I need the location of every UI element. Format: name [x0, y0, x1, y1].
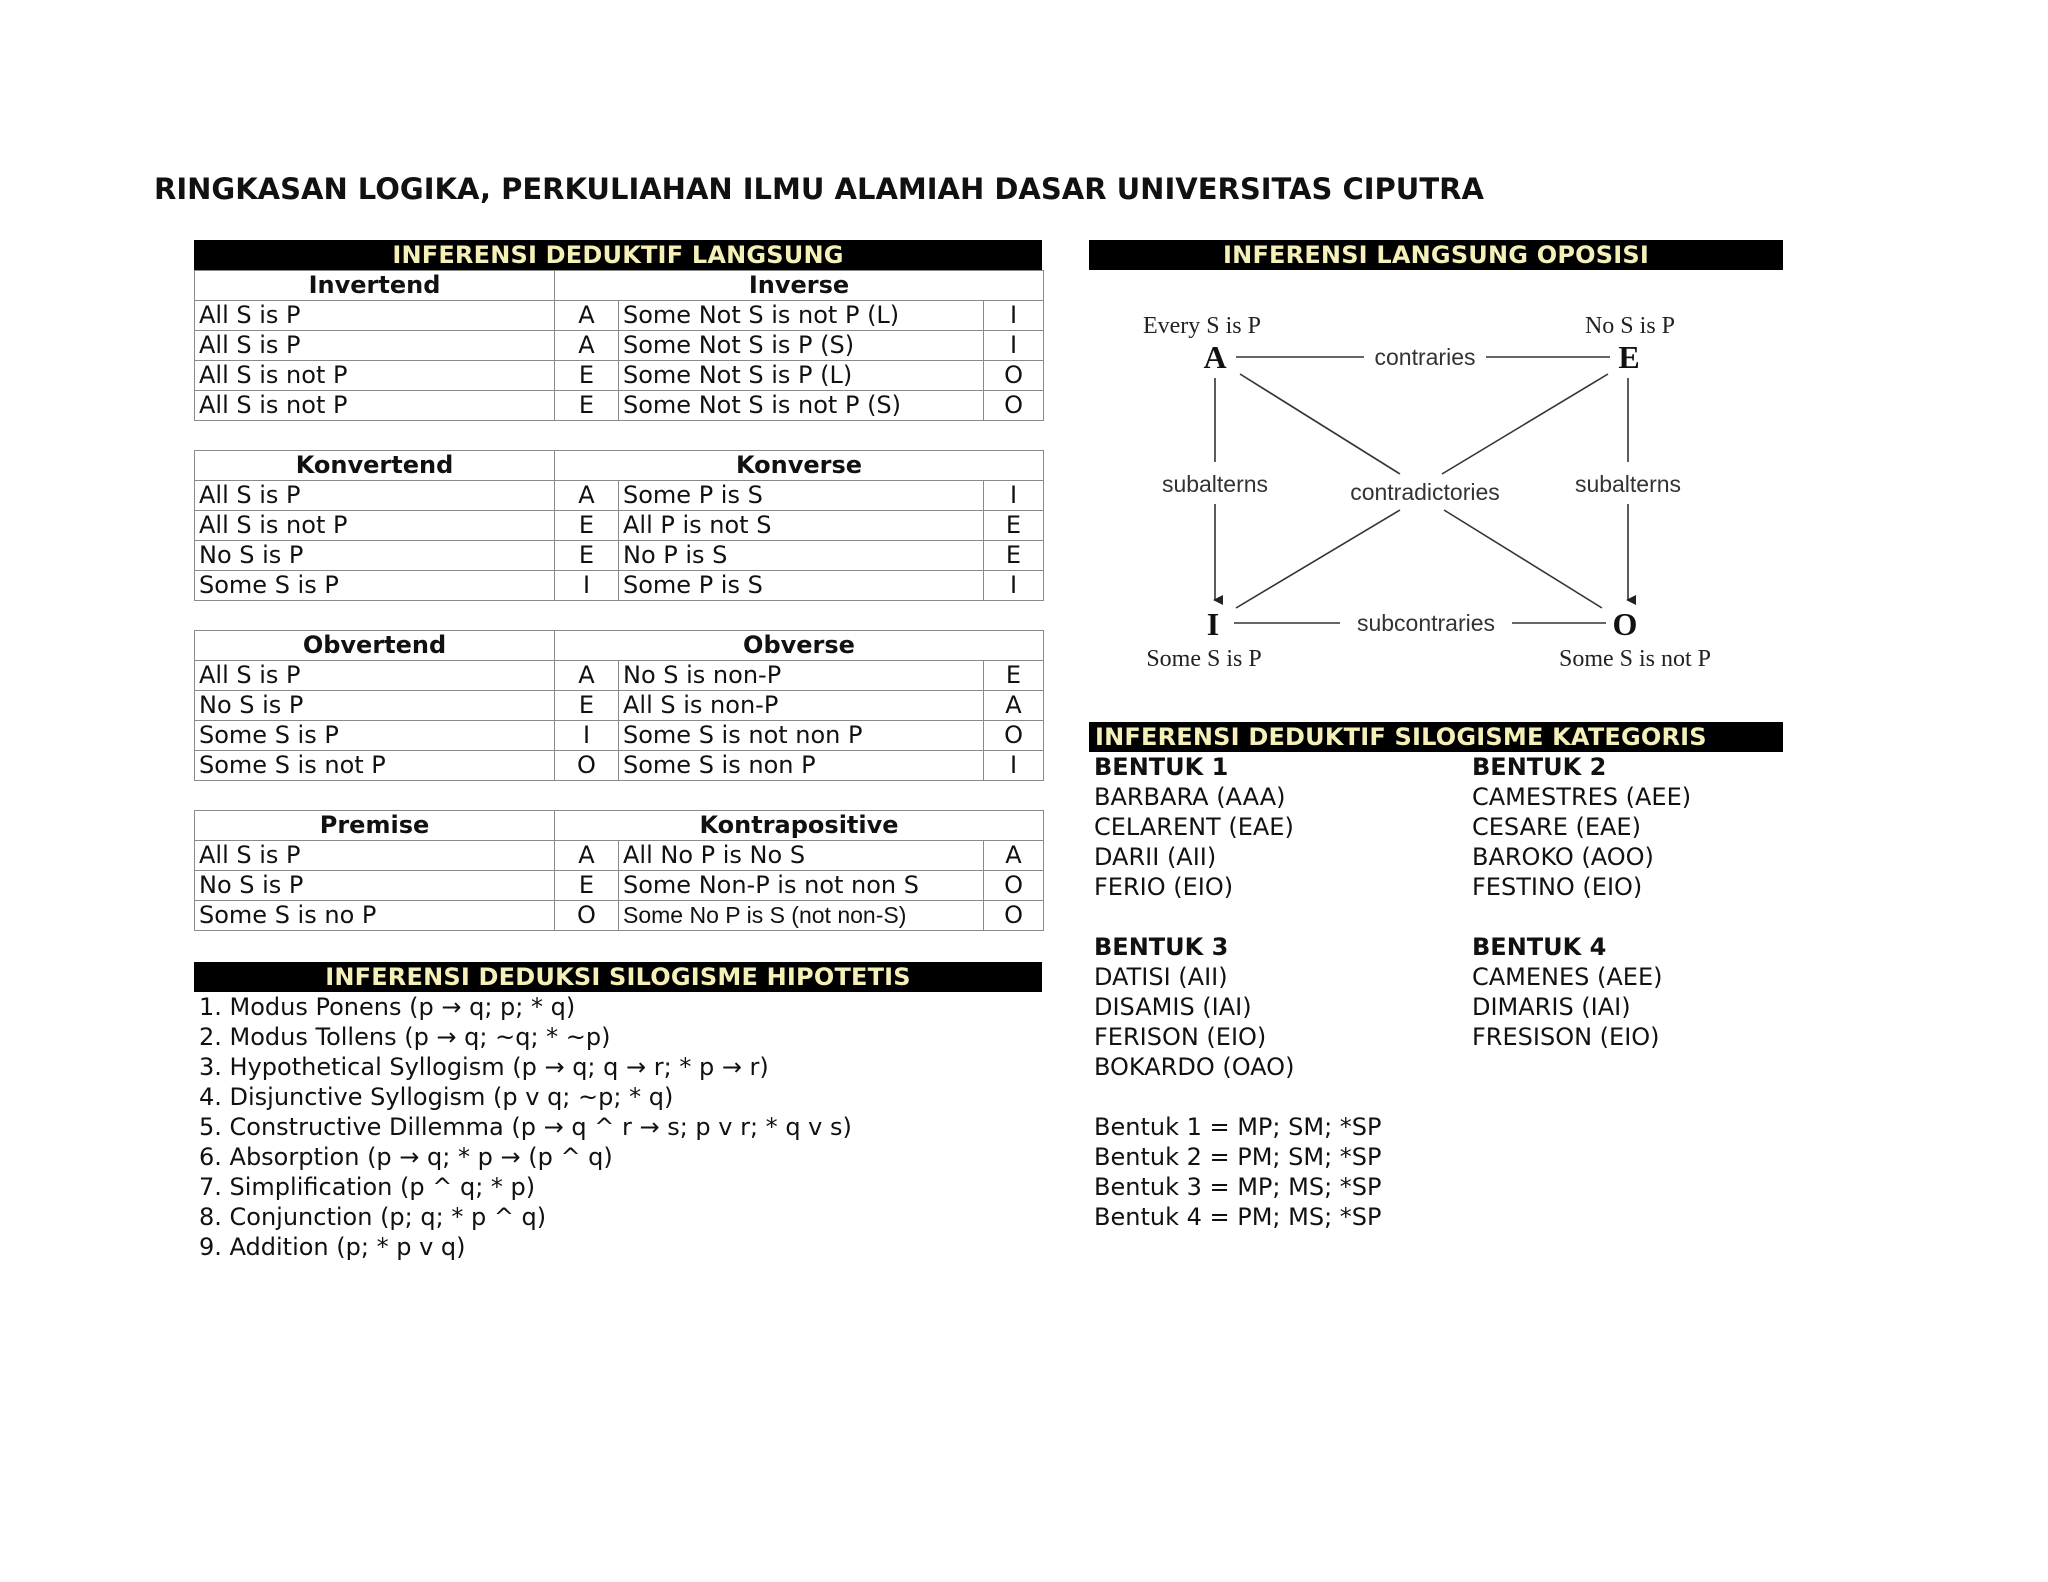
- premise-cell: No S is P: [195, 691, 555, 721]
- list-item: BOKARDO (OAO): [1094, 1053, 1295, 1081]
- premise-type-cell: E: [555, 691, 619, 721]
- bentuk-4-list: [1472, 932, 1663, 1052]
- table-head-left: Premise: [195, 811, 555, 841]
- bentuk-2-list: [1472, 752, 1691, 902]
- square-of-opposition-diagram: [1100, 290, 1740, 690]
- contradictory-line-e-i-bottom: [1236, 510, 1400, 608]
- table-row: [195, 691, 1044, 721]
- table-head-left: Invertend: [195, 271, 555, 301]
- corner-e-caption: No S is P: [1584, 313, 1676, 339]
- conclusion-type-cell: E: [984, 541, 1044, 571]
- list-item: 8. Conjunction (p; q; * p ^ q): [199, 1203, 547, 1231]
- bentuk-3-heading: BENTUK 3: [1094, 933, 1229, 961]
- premise-type-cell: E: [555, 541, 619, 571]
- table-premise-kontrapositive: [194, 810, 1044, 931]
- premise-type-cell: I: [555, 721, 619, 751]
- list-item: BARBARA (AAA): [1094, 783, 1286, 811]
- table-head-left: Obvertend: [195, 631, 555, 661]
- subalterns-label-left: subalterns: [1161, 471, 1269, 497]
- conclusion-type-cell: O: [984, 361, 1044, 391]
- bentuk-formula-list: [1094, 1112, 1381, 1232]
- premise-cell: Some S is P: [195, 721, 555, 751]
- conclusion-type-cell: O: [984, 391, 1044, 421]
- section-header-kategoris: INFERENSI DEDUKTIF SILOGISME KATEGORIS: [1089, 722, 1783, 752]
- premise-cell: Some S is no P: [195, 901, 555, 931]
- list-item: BAROKO (AOO): [1472, 843, 1654, 871]
- contradictory-line-a-o-top: [1240, 374, 1400, 474]
- conclusion-cell: Some No P is S (not non-S): [619, 901, 984, 931]
- premise-cell: All S is not P: [195, 361, 555, 391]
- premise-type-cell: E: [555, 871, 619, 901]
- premise-cell: All S is P: [195, 661, 555, 691]
- table-row: [195, 661, 1044, 691]
- table-row: [195, 871, 1044, 901]
- table-head-right: Inverse: [555, 271, 1044, 301]
- conclusion-type-cell: E: [984, 511, 1044, 541]
- bentuk-1-heading: BENTUK 1: [1094, 753, 1229, 781]
- list-item: 2. Modus Tollens (p → q; ~q; * ~p): [199, 1023, 611, 1051]
- premise-cell: All S is not P: [195, 511, 555, 541]
- table-row: [195, 331, 1044, 361]
- conclusion-cell: Some Not S is P (L): [619, 361, 984, 391]
- conclusion-cell: Some Not S is not P (S): [619, 391, 984, 421]
- conclusion-type-cell: A: [984, 841, 1044, 871]
- corner-a-caption: Every S is P: [1142, 313, 1262, 339]
- subalterns-label-right: subalterns: [1574, 471, 1682, 497]
- conclusion-type-cell: O: [984, 721, 1044, 751]
- premise-cell: All S is P: [195, 331, 555, 361]
- table-head-right: Kontrapositive: [555, 811, 1044, 841]
- section-header-oposisi: INFERENSI LANGSUNG OPOSISI: [1089, 240, 1783, 270]
- list-item: Bentuk 4 = PM; MS; *SP: [1094, 1203, 1382, 1231]
- conclusion-cell: Some Not S is P (S): [619, 331, 984, 361]
- conclusion-type-cell: I: [984, 301, 1044, 331]
- conclusion-cell: Some S is not non P: [619, 721, 984, 751]
- list-item: Bentuk 3 = MP; MS; *SP: [1094, 1173, 1382, 1201]
- bentuk-3-list: [1094, 932, 1294, 1082]
- list-item: 7. Simplification (p ^ q; * p): [199, 1173, 536, 1201]
- bentuk-1-list: [1094, 752, 1294, 902]
- hipotetis-list: [199, 992, 852, 1262]
- conclusion-type-cell: O: [984, 901, 1044, 931]
- table-konvertend-konverse: [194, 450, 1044, 601]
- table-row: [195, 301, 1044, 331]
- corner-o-letter: O: [1612, 606, 1638, 642]
- conclusion-cell: No P is S: [619, 541, 984, 571]
- table-row: [195, 361, 1044, 391]
- table-row: [195, 841, 1044, 871]
- list-item: 3. Hypothetical Syllogism (p → q; q → r; * p → r): [199, 1053, 769, 1081]
- contradictories-label: contradictories: [1350, 479, 1500, 505]
- table-row: [195, 571, 1044, 601]
- list-item: CESARE (EAE): [1472, 813, 1641, 841]
- premise-cell: All S is not P: [195, 391, 555, 421]
- list-item: DARII (AII): [1094, 843, 1217, 871]
- conclusion-type-cell: I: [984, 751, 1044, 781]
- table-row: [195, 481, 1044, 511]
- premise-type-cell: E: [555, 511, 619, 541]
- corner-e-letter: E: [1618, 339, 1640, 375]
- list-item: FESTINO (EIO): [1472, 873, 1643, 901]
- corner-a-letter: A: [1203, 339, 1227, 375]
- premise-type-cell: O: [555, 901, 619, 931]
- premise-type-cell: A: [555, 331, 619, 361]
- conclusion-type-cell: O: [984, 871, 1044, 901]
- premise-cell: Some S is not P: [195, 751, 555, 781]
- conclusion-cell: Some S is non P: [619, 751, 984, 781]
- premise-cell: No S is P: [195, 871, 555, 901]
- premise-type-cell: A: [555, 841, 619, 871]
- list-item: 4. Disjunctive Syllogism (p v q; ~p; * q): [199, 1083, 674, 1111]
- conclusion-type-cell: E: [984, 661, 1044, 691]
- conclusion-cell: Some Not S is not P (L): [619, 301, 984, 331]
- contraries-label: contraries: [1374, 344, 1476, 370]
- table-invertend-inverse: [194, 270, 1044, 421]
- page-title: RINGKASAN LOGIKA, PERKULIAHAN ILMU ALAMIAH DASAR UNIVERSITAS CIPUTRA: [154, 172, 1484, 206]
- premise-type-cell: A: [555, 481, 619, 511]
- table-head-left: Konvertend: [195, 451, 555, 481]
- bentuk-2-heading: BENTUK 2: [1472, 753, 1607, 781]
- corner-o-caption: Some S is not P: [1558, 646, 1712, 672]
- subcontraries-label: subcontraries: [1356, 610, 1496, 636]
- premise-type-cell: A: [555, 301, 619, 331]
- table-row: [195, 721, 1044, 751]
- conclusion-cell: Some P is S: [619, 481, 984, 511]
- conclusion-type-cell: A: [984, 691, 1044, 721]
- section-header-hipotetis: INFERENSI DEDUKSI SILOGISME HIPOTETIS: [194, 962, 1042, 992]
- corner-i-letter: I: [1206, 606, 1220, 642]
- conclusion-cell: Some P is S: [619, 571, 984, 601]
- list-item: 9. Addition (p; * p v q): [199, 1233, 466, 1261]
- list-item: CELARENT (EAE): [1094, 813, 1294, 841]
- table-row: [195, 511, 1044, 541]
- table-row: [195, 541, 1044, 571]
- conclusion-cell: All S is non-P: [619, 691, 984, 721]
- bentuk-4-heading: BENTUK 4: [1472, 933, 1607, 961]
- corner-i-caption: Some S is P: [1146, 646, 1262, 672]
- conclusion-cell: Some Non-P is not non S: [619, 871, 984, 901]
- table-head-right: Konverse: [555, 451, 1044, 481]
- list-item: 5. Constructive Dillemma (p → q ^ r → s; p v r; * q v s): [199, 1113, 852, 1141]
- premise-cell: All S is P: [195, 301, 555, 331]
- list-item: CAMESTRES (AEE): [1472, 783, 1692, 811]
- premise-cell: All S is P: [195, 481, 555, 511]
- table-row: [195, 391, 1044, 421]
- premise-type-cell: I: [555, 571, 619, 601]
- conclusion-type-cell: I: [984, 571, 1044, 601]
- contradictory-line-e-i-top: [1442, 374, 1608, 474]
- premise-cell: Some S is P: [195, 571, 555, 601]
- conclusion-cell: No S is non-P: [619, 661, 984, 691]
- premise-cell: No S is P: [195, 541, 555, 571]
- conclusion-cell: All P is not S: [619, 511, 984, 541]
- premise-type-cell: O: [555, 751, 619, 781]
- conclusion-cell: All No P is No S: [619, 841, 984, 871]
- table-obvertend-obverse: [194, 630, 1044, 781]
- list-item: Bentuk 1 = MP; SM; *SP: [1094, 1113, 1382, 1141]
- premise-type-cell: A: [555, 661, 619, 691]
- section-header-deduktif-langsung: INFERENSI DEDUKTIF LANGSUNG: [194, 240, 1042, 270]
- list-item: 6. Absorption (p → q; * p → (p ^ q): [199, 1143, 613, 1171]
- table-head-right: Obverse: [555, 631, 1044, 661]
- premise-type-cell: E: [555, 391, 619, 421]
- list-item: CAMENES (AEE): [1472, 963, 1663, 991]
- list-item: DATISI (AII): [1094, 963, 1228, 991]
- contradictory-line-a-o-bottom: [1444, 510, 1602, 608]
- list-item: Bentuk 2 = PM; SM; *SP: [1094, 1143, 1382, 1171]
- list-item: 1. Modus Ponens (p → q; p; * q): [199, 993, 576, 1021]
- conclusion-type-cell: I: [984, 331, 1044, 361]
- table-row: [195, 751, 1044, 781]
- list-item: DIMARIS (IAI): [1472, 993, 1631, 1021]
- conclusion-type-cell: I: [984, 481, 1044, 511]
- table-row: [195, 901, 1044, 931]
- list-item: FERISON (EIO): [1094, 1023, 1267, 1051]
- list-item: FERIO (EIO): [1094, 873, 1234, 901]
- list-item: FRESISON (EIO): [1472, 1023, 1660, 1051]
- list-item: DISAMIS (IAI): [1094, 993, 1252, 1021]
- premise-cell: All S is P: [195, 841, 555, 871]
- premise-type-cell: E: [555, 361, 619, 391]
